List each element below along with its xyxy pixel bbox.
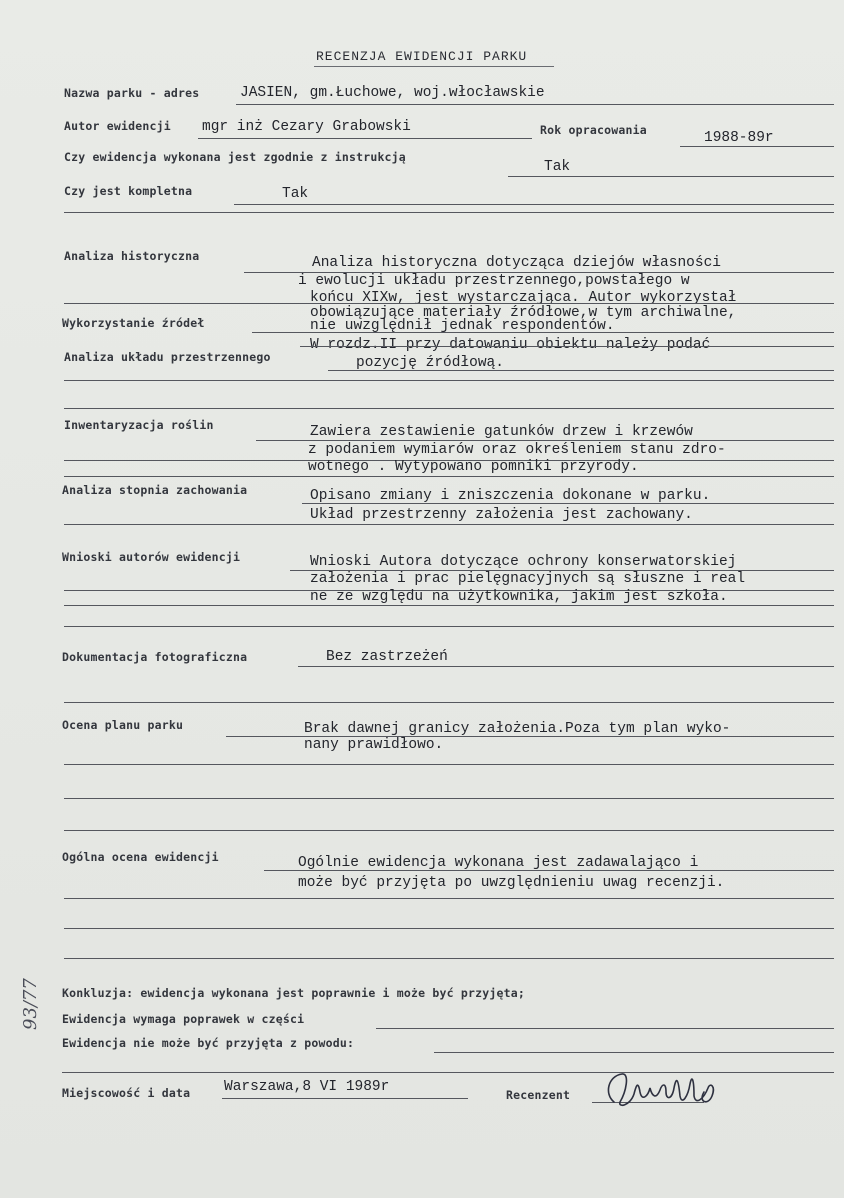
conclusions-line-1: Wnioski Autora dotyczące ochrony konserwatorskiej — [310, 554, 737, 570]
historical-line-7: pozycję źródłową. — [356, 355, 504, 371]
historical-line-6: W rozdz.II przy datowaniu obiektu należy podać — [310, 337, 711, 353]
reviewer-label: Recenzent — [506, 1088, 571, 1102]
instruction-value: Tak — [544, 159, 571, 175]
complete-value: Tak — [282, 186, 309, 202]
plan-label: Ocena planu parku — [62, 718, 184, 732]
blank-line — [64, 212, 834, 213]
historical-line-4: obowiązujące materiały źródłowe,w tym archiwalne, — [310, 305, 737, 321]
conclusions-line-2: założenia i prac pielęgnacyjnych są słuszne i real — [310, 571, 746, 587]
preservation-label: Analiza stopnia zachowania — [62, 483, 248, 497]
historical-line-3: końcu XIXw, jest wystarczająca. Autor wykorzystał — [310, 290, 737, 306]
plants-line-3: wotnego . Wytypowano pomniki przyrody. — [308, 459, 639, 475]
spatial-rule — [328, 370, 834, 371]
margin-number: 93/77 — [20, 978, 41, 1030]
plants-label: Inwentaryzacja roślin — [64, 418, 214, 432]
year-label: Rok opracowania — [540, 123, 647, 137]
place-value: Warszawa,8 VI 1989r — [224, 1079, 390, 1095]
overall-line-1: Ogólnie ewidencja wykonana jest zadawalająco i — [298, 855, 699, 871]
reviewer-signature — [600, 1066, 730, 1118]
plan-line-1: Brak dawnej granicy założenia.Poza tym plan wyko- — [304, 721, 731, 737]
historical-label: Analiza historyczna — [64, 249, 200, 263]
conclusion-line-1: Konkluzja: ewidencja wykonana jest poprawnie i może być przyjęta; — [62, 986, 526, 1000]
overall-line-2: może być przyjęta po uwzględnieniu uwag recenzji. — [298, 875, 725, 891]
spatial-label: Analiza układu przestrzennego — [64, 350, 271, 364]
sources-rule — [252, 332, 834, 333]
conclusion-line-2: Ewidencja wymaga poprawek w części — [62, 1012, 305, 1026]
place-rule — [222, 1098, 468, 1099]
plants-line-1: Zawiera zestawienie gatunków drzew i krzewów — [310, 424, 693, 440]
instruction-label: Czy ewidencja wykonana jest zgodnie z instrukcją — [64, 150, 406, 164]
historical-line-2: i ewolucji układu przestrzennego,powstałego w — [298, 273, 690, 289]
author-label: Autor ewidencji — [64, 119, 171, 133]
blank-line-3 — [64, 408, 834, 409]
complete-line — [234, 204, 834, 205]
blank-line-9 — [64, 898, 834, 899]
conclusions-label: Wnioski autorów ewidencji — [62, 550, 241, 564]
photo-rule — [298, 666, 834, 667]
author-line — [198, 138, 532, 139]
conclusions-line-3: ne ze względu na użytkownika, jakim jest szkoła. — [310, 589, 728, 605]
conclusion-rule-3 — [434, 1052, 834, 1053]
sources-label: Wykorzystanie źródeł — [62, 316, 205, 330]
photo-label: Dokumentacja fotograficzna — [62, 650, 248, 664]
complete-label: Czy jest kompletna — [64, 184, 193, 198]
plants-line-2: z podaniem wymiarów oraz określeniem stanu zdro- — [308, 442, 726, 458]
conclusion-rule-2 — [376, 1028, 834, 1029]
instruction-line — [508, 176, 834, 177]
blank-line-6 — [64, 764, 834, 765]
photo-value: Bez zastrzeżeń — [326, 649, 448, 665]
historical-rule-2 — [64, 303, 834, 304]
overall-rule-1 — [264, 870, 834, 871]
year-line — [680, 146, 834, 147]
preservation-line-1: Opisano zmiany i zniszczenia dokonane w parku. — [310, 488, 711, 504]
park-name-line — [236, 104, 834, 105]
conclusion-line-3: Ewidencja nie może być przyjęta z powodu: — [62, 1036, 355, 1050]
author-value: mgr inż Cezary Grabowski — [202, 119, 411, 135]
historical-rule-3 — [300, 346, 834, 347]
blank-line-4 — [64, 626, 834, 627]
plan-line-2: nany prawidłowo. — [304, 737, 444, 753]
conclusions-rule-3 — [64, 605, 834, 606]
blank-line-10 — [64, 928, 834, 929]
place-label: Miejscowość i data — [62, 1086, 191, 1100]
park-name-value: JASIEN, gm.Łuchowe, woj.włocławskie — [240, 85, 545, 101]
park-name-label: Nazwa parku - adres — [64, 86, 200, 100]
plants-rule-1 — [256, 440, 834, 441]
year-value: 1988-89r — [704, 130, 774, 146]
blank-line-11 — [64, 958, 834, 959]
blank-line-7 — [64, 798, 834, 799]
historical-line-1: Analiza historyczna dotycząca dziejów własności — [312, 255, 721, 271]
plants-rule-3 — [64, 476, 834, 477]
preservation-rule-1 — [302, 503, 834, 504]
historical-line-5: nie uwzględnił jednak respondentów. — [310, 318, 615, 334]
page-title: RECENZJA EWIDENCJI PARKU — [316, 49, 528, 64]
overall-label: Ogólna ocena ewidencji — [62, 850, 219, 864]
blank-line-2 — [64, 380, 834, 381]
preservation-rule-2 — [64, 524, 834, 525]
blank-line-8 — [64, 830, 834, 831]
preservation-line-2: Układ przestrzenny założenia jest zachowany. — [310, 507, 693, 523]
title-underline — [314, 66, 554, 67]
blank-line-5 — [64, 702, 834, 703]
